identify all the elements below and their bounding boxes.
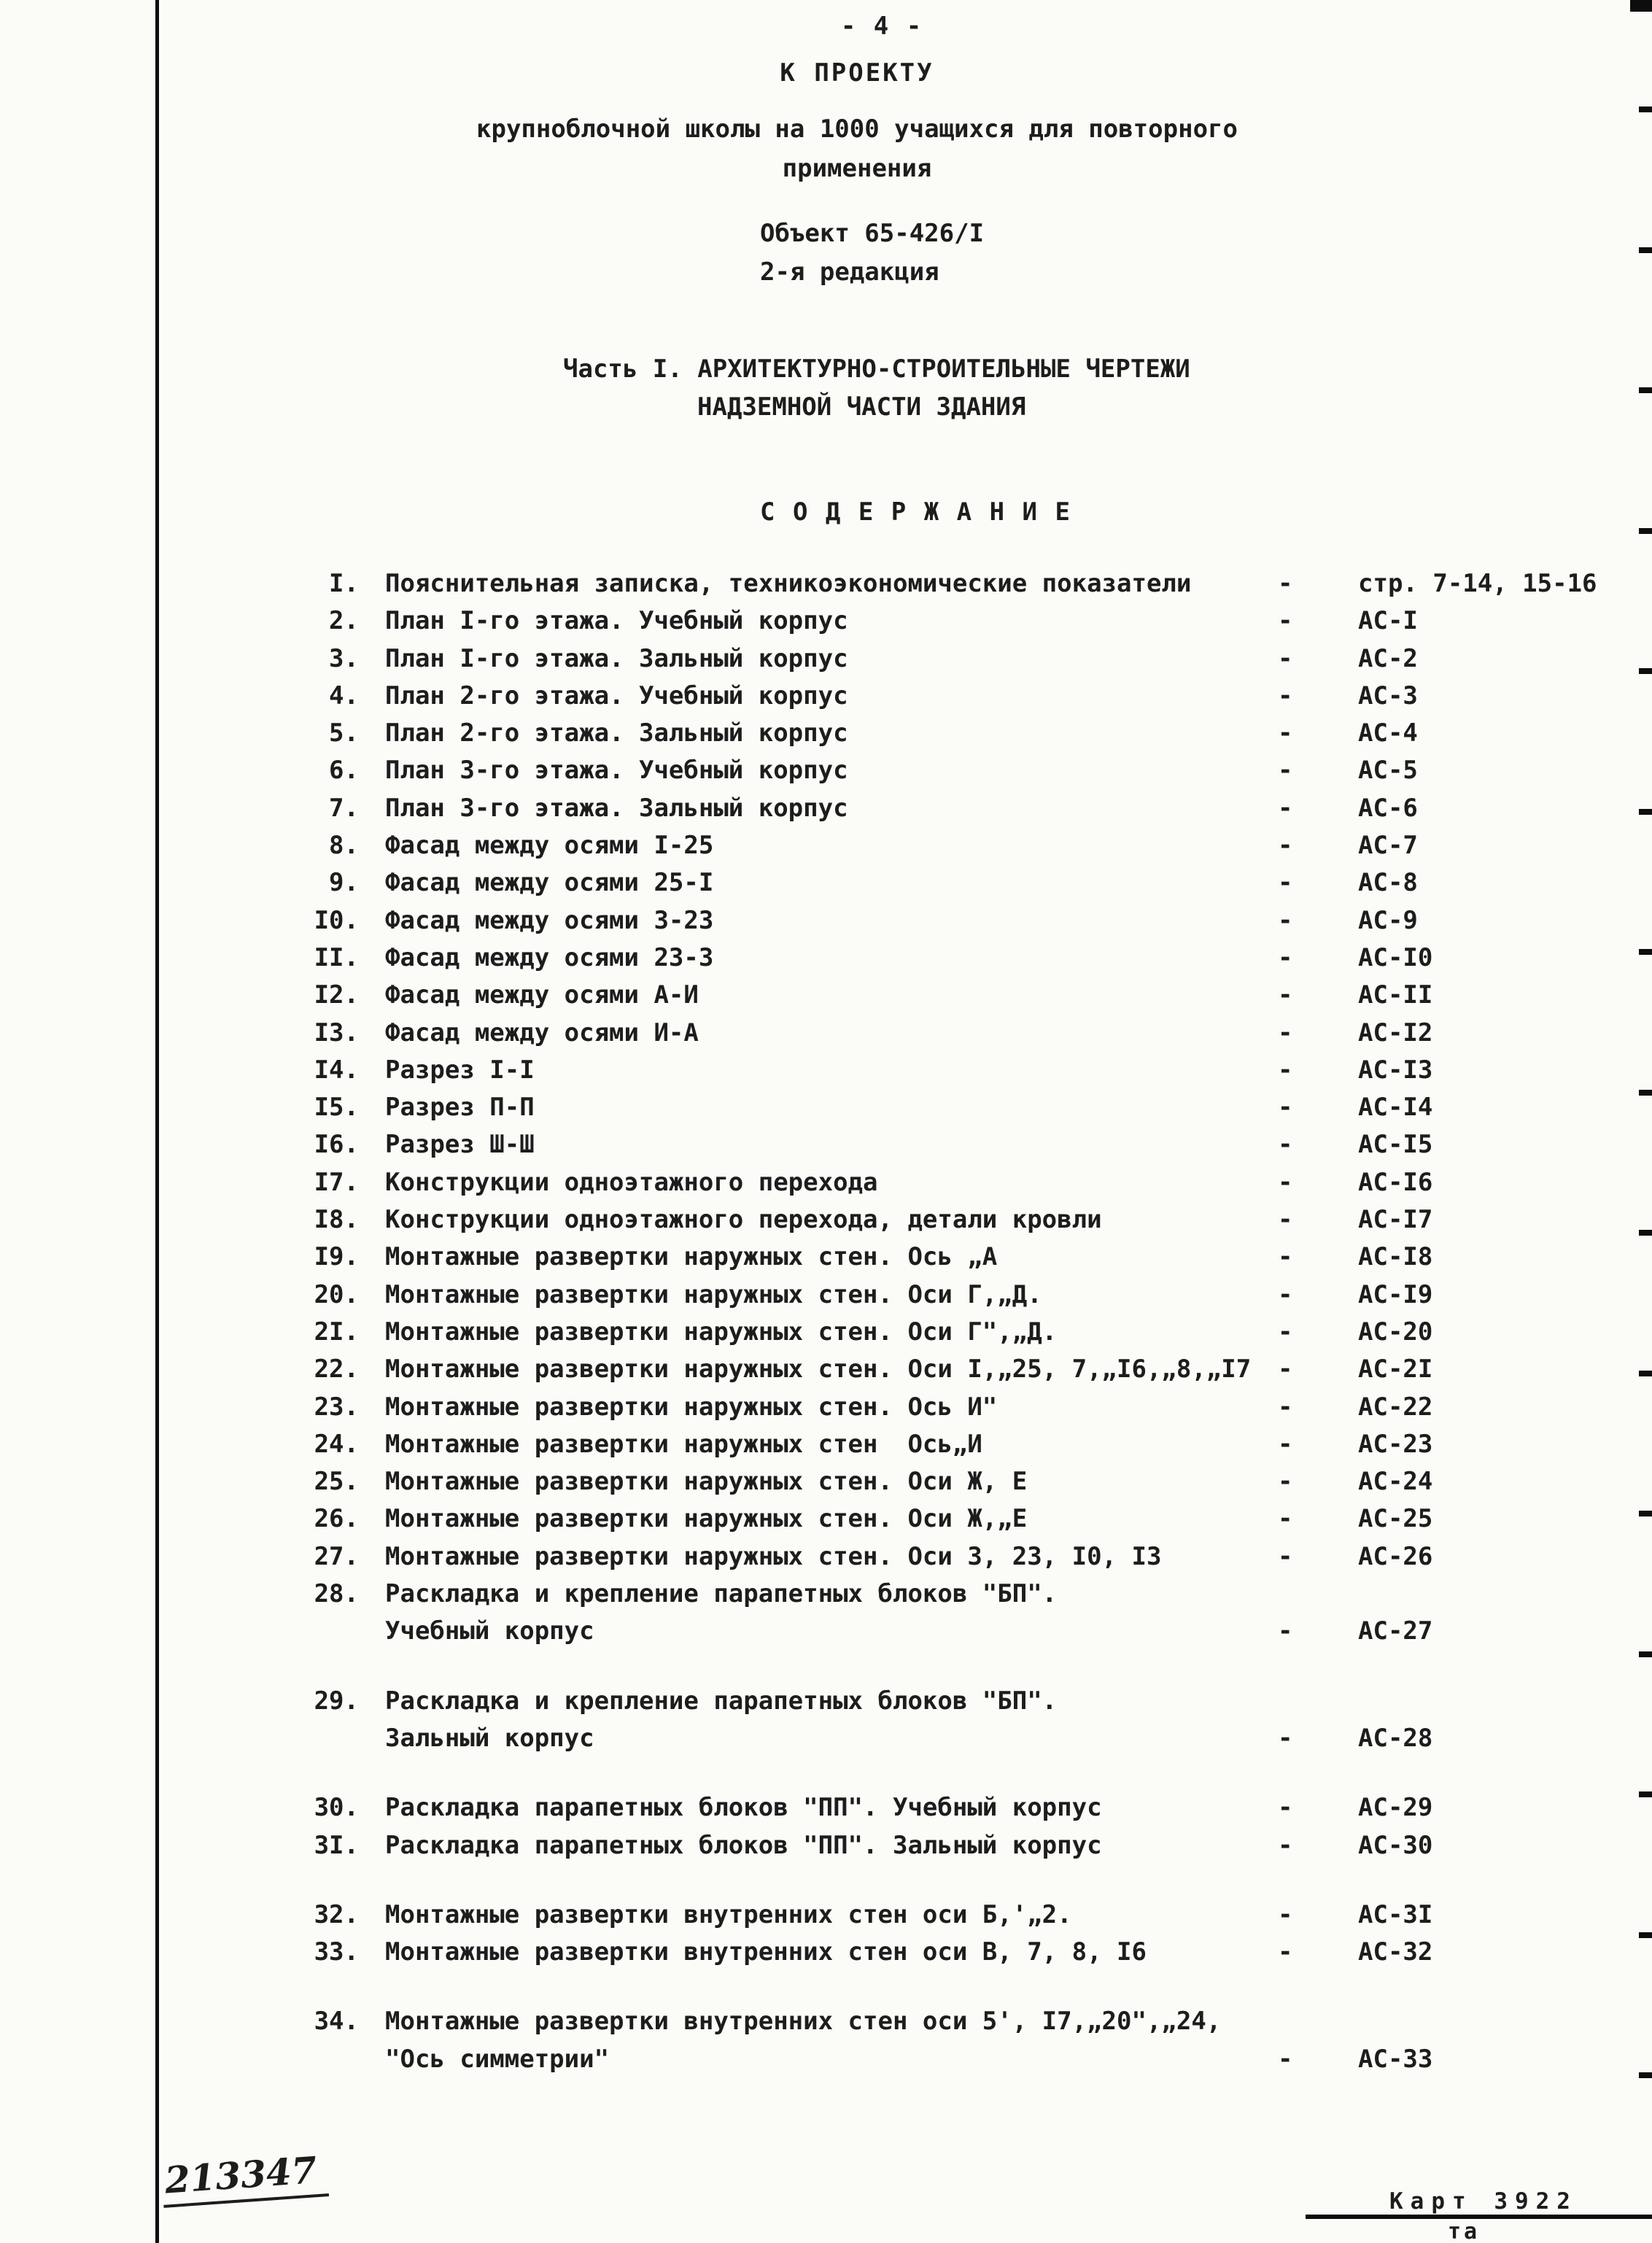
item-number: I3. [314,1018,359,1047]
object-number: Объект 65-426/I [760,219,985,248]
binding-mark [1639,387,1652,393]
contents-row [0,1831,1652,1868]
item-separator-dash: - [1278,905,1293,935]
item-separator-dash: - [1278,1317,1293,1347]
page-number: - 4 - [840,12,923,41]
item-sheet-code: АС-27 [1358,1616,1433,1646]
item-title: Монтажные развертки наружных стен. Оси Г,„Д. [385,1279,1042,1309]
item-title: Монтажные развертки наружных стен. Оси 3, 23, I0, I3 [385,1541,1162,1571]
item-separator-dash: - [1278,1093,1293,1123]
contents-row [0,1242,1652,1279]
contents-row [0,794,1652,831]
item-title: План 3-го этажа. Учебный корпус [385,756,848,786]
item-sheet-code: АС-28 [1358,1723,1433,1753]
item-number: I0. [314,905,359,935]
contents-row [0,868,1652,905]
contents-row [0,1430,1652,1467]
item-title: Монтажные развертки наружных стен. Ось И" [385,1392,998,1422]
contents-row [0,1616,1652,1654]
contents-row [0,1686,1652,1724]
item-sheet-code: АС-8 [1358,868,1418,898]
contents-row [0,943,1652,980]
binding-mark [1639,247,1652,253]
item-number: I4. [314,1055,359,1085]
item-separator-dash: - [1278,1830,1293,1860]
item-sheet-code: АС-22 [1358,1392,1433,1422]
item-sheet-code: АС-I [1358,606,1418,636]
item-sheet-code: АС-I5 [1358,1130,1433,1160]
item-sheet-code: АС-30 [1358,1830,1433,1860]
item-sheet-code: АС-I2 [1358,1018,1433,1047]
item-separator-dash: - [1278,1541,1293,1571]
item-number: 22. [314,1355,359,1384]
item-sheet-code: АС-3I [1358,1899,1433,1929]
item-sheet-code: АС-26 [1358,1541,1433,1571]
item-separator-dash: - [1278,1616,1293,1646]
item-separator-dash: - [1278,569,1293,598]
item-separator-dash: - [1278,1392,1293,1422]
item-title: Монтажные развертки наружных стен. Оси Ж, Е [385,1467,1028,1497]
item-number: 30. [314,1793,359,1823]
item-title: Зальный корпус [385,1723,594,1753]
item-sheet-code: АС-23 [1358,1429,1433,1459]
item-separator-dash: - [1278,1429,1293,1459]
item-separator-dash: - [1278,1899,1293,1929]
contents-row [0,1504,1652,1541]
item-number: 4. [329,681,359,710]
item-title: Пояснительная записка, техникоэкономические показатели [385,569,1192,598]
item-sheet-code: АС-29 [1358,1793,1433,1823]
contents-row [0,1467,1652,1504]
item-separator-dash: - [1278,1793,1293,1823]
item-sheet-code: АС-I4 [1358,1093,1433,1123]
edition-label: 2-я редакция [760,257,939,287]
item-separator-dash: - [1278,1467,1293,1497]
item-title: Фасад между осями А-И [385,980,699,1010]
contents-row [0,1724,1652,1761]
item-title: Раскладка парапетных блоков "ПП". Учебный корпус [385,1793,1102,1823]
item-sheet-code: АС-24 [1358,1467,1433,1497]
top-right-corner-mark [1630,0,1652,12]
contents-row [0,644,1652,681]
item-sheet-code: АС-6 [1358,793,1418,823]
item-sheet-code: стр. 7-14, 15-16 [1358,569,1597,598]
contents-row [0,569,1652,606]
item-sheet-code: АС-5 [1358,756,1418,786]
item-separator-dash: - [1278,980,1293,1010]
item-sheet-code: АС-33 [1358,2044,1433,2074]
contents-row [0,906,1652,943]
item-separator-dash: - [1278,1279,1293,1309]
item-separator-dash: - [1278,643,1293,673]
item-title: Учебный корпус [385,1616,594,1646]
item-number: 25. [314,1467,359,1497]
contents-row [0,756,1652,793]
item-title: Разрез П-П [385,1093,535,1123]
contents-row [0,2007,1652,2044]
item-title: Фасад между осями 23-3 [385,942,714,972]
item-title: Монтажные развертки наружных стен Ось„И [385,1429,982,1459]
item-title: Конструкции одноэтажного перехода [385,1167,878,1197]
subtitle-line1: крупноблочной школы на 1000 учащихся для повторного [476,115,1238,144]
part-heading [563,350,1190,426]
item-sheet-code: АС-I7 [1358,1205,1433,1235]
part-heading-line1: Часть I. АРХИТЕКТУРНО-СТРОИТЕЛЬНЫЕ ЧЕРТЕЖИ [563,355,1190,384]
item-number: I6. [314,1130,359,1160]
contents-row [0,718,1652,756]
stamp-text: Карт 3922 [1389,2188,1578,2215]
item-title: План I-го этажа. Учебный корпус [385,606,848,636]
item-separator-dash: - [1278,1205,1293,1235]
contents-row [0,606,1652,643]
item-title: Монтажные развертки наружных стен. Оси Г",„Д. [385,1317,1058,1347]
item-number: 33. [314,1937,359,1967]
item-number: I9. [314,1242,359,1272]
stamp-text-secondary: та [1448,2219,1481,2243]
contents-row [0,1355,1652,1392]
contents-row [0,1937,1652,1975]
item-title: Разрез I-I [385,1055,535,1085]
item-number: 7. [329,793,359,823]
contents-row [0,1542,1652,1579]
item-sheet-code: АС-4 [1358,718,1418,748]
item-number: 2. [329,606,359,636]
document-title: К ПРОЕКТУ [780,58,934,88]
item-separator-dash: - [1278,681,1293,710]
item-number: 3I. [314,1830,359,1860]
item-sheet-code: АС-2 [1358,643,1418,673]
binding-mark [1639,528,1652,534]
contents-row [0,1793,1652,1830]
contents-row [0,1130,1652,1167]
item-title: Фасад между осями 25-I [385,868,714,898]
item-number: 34. [314,2007,359,2037]
item-number: II. [314,942,359,972]
item-title: Фасад между осями I-25 [385,831,714,861]
item-sheet-code: АС-I8 [1358,1242,1433,1272]
item-number: I7. [314,1167,359,1197]
item-number: I. [329,569,359,598]
item-separator-dash: - [1278,1167,1293,1197]
item-title: "Ось симметрии" [385,2044,610,2074]
item-sheet-code: АС-3 [1358,681,1418,710]
item-number: 8. [329,831,359,861]
item-title: План 2-го этажа. Зальный корпус [385,718,848,748]
item-separator-dash: - [1278,942,1293,972]
contents-row [0,681,1652,718]
item-separator-dash: - [1278,718,1293,748]
item-separator-dash: - [1278,831,1293,861]
item-title: Фасад между осями 3-23 [385,905,714,935]
item-number: 26. [314,1504,359,1534]
item-title: Конструкции одноэтажного перехода, детали кровли [385,1205,1102,1235]
contents-row [0,1392,1652,1430]
item-sheet-code: АС-20 [1358,1317,1433,1347]
item-separator-dash: - [1278,1937,1293,1967]
item-title: Раскладка парапетных блоков "ПП". Зальный корпус [385,1830,1102,1860]
contents-row [0,1317,1652,1355]
contents-row [0,1280,1652,1317]
item-number: I2. [314,980,359,1010]
binding-mark [1639,106,1652,112]
item-number: 32. [314,1899,359,1929]
item-number: 27. [314,1541,359,1571]
item-title: Монтажные развертки наружных стен. Оси I,„25, 7,„I6,„8,„I7 [385,1355,1252,1384]
item-separator-dash: - [1278,793,1293,823]
item-title: Раскладка и крепление парапетных блоков "БП". [385,1579,1058,1609]
item-sheet-code: АС-I9 [1358,1279,1433,1309]
item-title: Фасад между осями И-А [385,1018,699,1047]
handwritten-inventory-number: 213347 [160,2147,329,2208]
item-sheet-code: АС-32 [1358,1937,1433,1967]
part-heading-line2: НАДЗЕМНОЙ ЧАСТИ ЗДАНИЯ [697,392,1026,422]
item-separator-dash: - [1278,1355,1293,1384]
item-separator-dash: - [1278,868,1293,898]
item-number: I8. [314,1205,359,1235]
contents-row [0,1093,1652,1130]
item-separator-dash: - [1278,1504,1293,1534]
item-title: План 2-го этажа. Учебный корпус [385,681,848,710]
item-number: I5. [314,1093,359,1123]
item-number: 23. [314,1392,359,1422]
contents-row [0,831,1652,868]
item-sheet-code: АС-9 [1358,905,1418,935]
item-title: План I-го этажа. Зальный корпус [385,643,848,673]
item-title: Разрез Ш-Ш [385,1130,535,1160]
item-sheet-code: АС-II [1358,980,1433,1010]
item-number: 28. [314,1579,359,1609]
contents-row [0,1579,1652,1616]
contents-row [0,1055,1652,1093]
document-subtitle [427,109,1287,188]
contents-row [0,1018,1652,1055]
contents-row [0,2045,1652,2082]
item-separator-dash: - [1278,1130,1293,1160]
contents-list [0,569,1652,2082]
item-sheet-code: АС-2I [1358,1355,1433,1384]
item-sheet-code: АС-25 [1358,1504,1433,1534]
item-title: Монтажные развертки наружных стен. Ось „А [385,1242,998,1272]
item-number: 29. [314,1686,359,1716]
item-number: 2I. [314,1317,359,1347]
item-number: 3. [329,643,359,673]
contents-row [0,1205,1652,1242]
item-title: План 3-го этажа. Зальный корпус [385,793,848,823]
contents-row [0,1900,1652,1937]
item-title: Монтажные развертки внутренних стен оси Б,'„2. [385,1899,1072,1929]
contents-title: С О Д Е Р Ж А Н И Е [760,497,1071,527]
item-title: Монтажные развертки внутренних стен оси В, 7, 8, I6 [385,1937,1147,1967]
item-separator-dash: - [1278,606,1293,636]
item-separator-dash: - [1278,2044,1293,2074]
contents-row [0,980,1652,1018]
item-title: Монтажные развертки внутренних стен оси 5', I7,„20",„24, [385,2007,1222,2037]
item-number: 24. [314,1429,359,1459]
item-sheet-code: АС-I3 [1358,1055,1433,1085]
item-separator-dash: - [1278,1055,1293,1085]
item-sheet-code: АС-I6 [1358,1167,1433,1197]
contents-row [0,1168,1652,1205]
item-separator-dash: - [1278,756,1293,786]
item-separator-dash: - [1278,1723,1293,1753]
item-title: Раскладка и крепление парапетных блоков "БП". [385,1686,1058,1716]
item-separator-dash: - [1278,1242,1293,1272]
subtitle-line2: применения [782,154,932,183]
item-number: 6. [329,756,359,786]
item-sheet-code: АС-I0 [1358,942,1433,972]
item-number: 9. [329,868,359,898]
item-sheet-code: АС-7 [1358,831,1418,861]
item-number: 20. [314,1279,359,1309]
item-number: 5. [329,718,359,748]
item-separator-dash: - [1278,1018,1293,1047]
item-title: Монтажные развертки наружных стен. Оси Ж,„Е [385,1504,1028,1534]
